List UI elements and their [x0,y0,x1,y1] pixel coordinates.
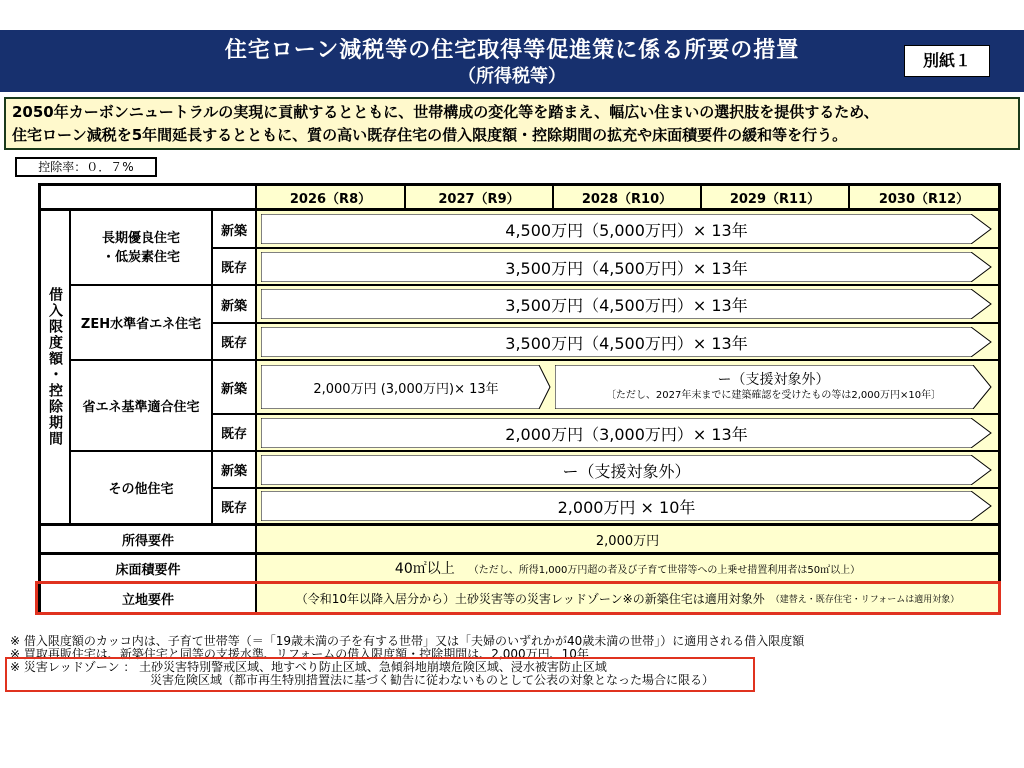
row-bg [257,211,998,247]
arrow-energy-existing [261,418,992,448]
location-req-highlight [35,581,1001,615]
category-energy-standard: 省エネ基準適合住宅 [71,361,211,450]
existing-label: 既存 [213,324,255,359]
deduction-rate: 控除率：０．７% [15,157,157,177]
page-title: 住宅ローン減税等の住宅取得等促進策に係る所要の措置 [224,38,800,63]
arrow-energy-new-part2 [555,365,992,409]
floor-req-note: （ただし、所得1,000万円超の者及び子育て世帯等への上乗せ措置利用者は50㎡以上） [468,564,861,576]
category-other: その他住宅 [71,452,211,523]
value-text: ー（支援対象外） [717,372,830,388]
value-text: ー（支援対象外） [562,461,691,481]
summary-box [4,97,1020,150]
arrow-energy-new-part1 [261,365,551,409]
new-label: 新築 [213,286,255,322]
note-1: ※ 借入限度額のカッコ内は、子育て世帯等（＝「19歳未満の子を有する世帯」又は「夫婦のいずれかが40歳未満の世帯」）に適用される借入限度額 [10,634,805,648]
row-bg [257,324,998,359]
row-bg [257,415,998,450]
value-text: 3,500万円（4,500万円）× 13年 [505,258,748,278]
row-bg [257,286,998,322]
limit-period-label: 借入限度額・控除期間 [47,287,63,447]
arrow-long-term-new [261,214,992,244]
new-label: 新築 [213,361,255,413]
arrow-long-term-existing [261,252,992,282]
income-req-label: 所得要件 [41,526,255,552]
new-label: 新築 [213,211,255,247]
year-header: 2028（R10） [554,186,700,208]
value-text: 2,000万円 (3,000万円)× 13年 [313,381,499,397]
location-req-note: （建替え・既存住宅・リフォームは適用対象） [770,594,960,605]
row-bg [257,452,998,487]
page-subtitle: （所得税等） [458,66,566,87]
row-bg [257,489,998,523]
existing-label: 既存 [213,489,255,523]
summary-line-1: 2050年カーボンニュートラルの実現に貢献するとともに、世帯構成の変化等を踏まえ、幅広い住まいの選択肢を提供するため、 [12,103,879,121]
year-header: 2027（R9） [406,186,552,208]
row-bg [257,249,998,284]
floor-req-main: 40㎡以上 [394,561,455,577]
floor-req-label: 床面積要件 [41,555,255,581]
red-zone-note-highlight [5,657,755,692]
value-text: 2,000万円 × 10年 [557,497,696,517]
existing-label: 既存 [213,415,255,450]
value-text: 3,500万円（4,500万円）× 13年 [505,333,748,353]
arrow-other-new [261,455,992,485]
summary-line-2: 住宅ローン減税を5年間延長するとともに、質の高い既存住宅の借入限度額・控除期間の拡充や床面積要件の緩和等を行う。 [12,126,848,144]
header-corner [41,186,255,208]
location-req-main: （令和10年以降入居分から）土砂災害等の災害レッドゾーン※の新築住宅は適用対象外 [295,591,765,606]
income-req-value: 2,000万円 [257,526,998,552]
arrow-zeh-existing [261,327,992,357]
year-header: 2026（R8） [257,186,404,208]
existing-label: 既存 [213,249,255,284]
value-note: 〔ただし、2027年末までに建築確認を受けたもの等は2,000万円×10年〕 [605,390,942,401]
arrow-zeh-new [261,289,992,319]
category-zeh: ZEH水準省エネ住宅 [71,286,211,359]
floor-req-value [257,555,998,581]
year-header: 2030（R12） [850,186,998,208]
arrow-other-existing [261,491,992,521]
note-2: ※ 買取再販住宅は、新築住宅と同等の支援水準、リフォームの借入限度額・控除期間は、2,000万円、10年 [10,647,589,661]
value-text: 4,500万円（5,000万円）× 13年 [505,220,748,240]
value-text: 2,000万円（3,000万円）× 13年 [505,424,748,444]
limit-period-header [41,211,69,523]
new-label: 新築 [213,452,255,487]
measures-table [38,183,1001,615]
note-3: ※ 災害レッドゾーン ： 土砂災害特別警戒区域、地すべり防止区域、急傾斜地崩壊危険区域、浸水被害防止区域 [10,660,607,674]
row-bg [257,361,998,413]
note-3-cont: 災害危険区域（都市再生特別措置法に基づく勧告に従わないものとして公表の対象となった場合に限る） [150,673,715,687]
location-req-label: 立地要件 [41,584,255,612]
category-long-term: 長期優良住宅 ・低炭素住宅 [71,211,211,284]
value-text: 3,500万円（4,500万円）× 13年 [505,295,748,315]
year-header: 2029（R11） [702,186,848,208]
annex-badge: 別紙１ [904,45,990,77]
